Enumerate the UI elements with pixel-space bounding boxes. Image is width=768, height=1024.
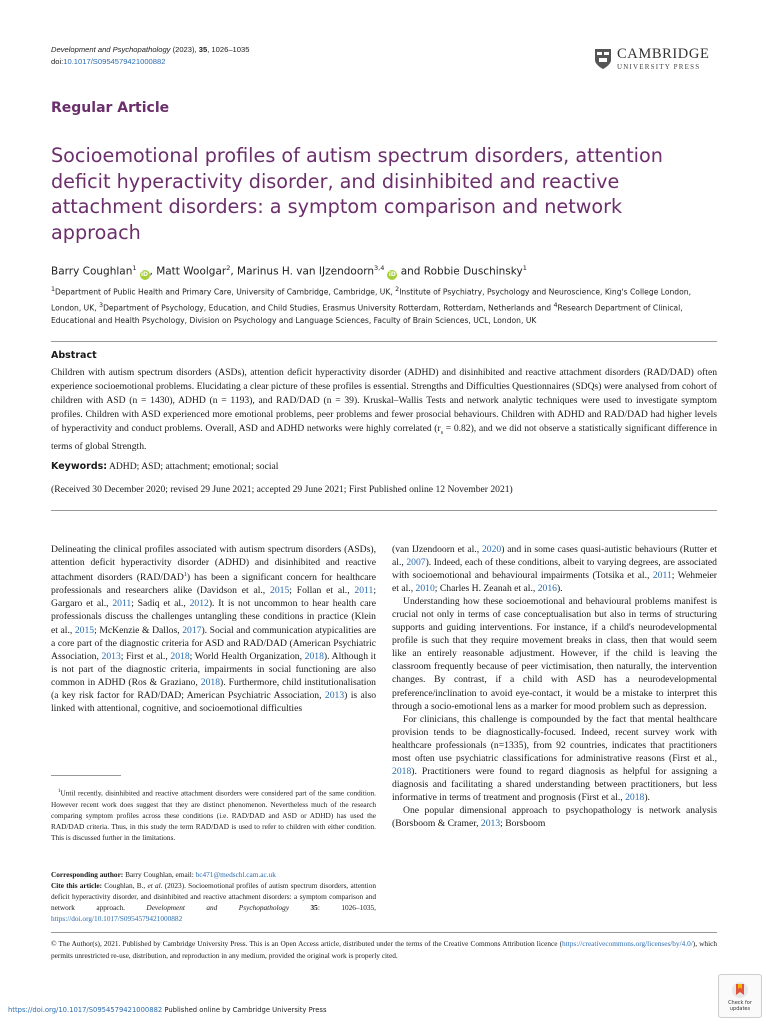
body-left-column (51, 543, 376, 715)
license-text: ), which permits unrestricted re-use, distribution, and reproduction in any medium, provided the original work is properly cited. (51, 939, 717, 960)
author-name: and Robbie Duschinsky (397, 265, 523, 278)
body-paragraph: Understanding how these socioemotional and behavioural problems manifest is crucial not only in terms of case conceptualisation but also in terms of structuring supports and guiding interventions. For instance, if a child's neurodevelopmental profile is such that they require movement breaks in class, then that would seem like an entirely reasonable adjustment. However, if the child is leaving the classroom frequently because of peer victimisation, then naturally, the intervention changes. By contrast, if a child with ASD has a neurodevelopmental preference/inclination to avoid eye-contact, it would be a mistake to interpret this through a socio-emotional lens as a marker for mood problem such as depression. (392, 596, 717, 712)
keywords (51, 461, 278, 472)
body-text: ). Furthermore, child institutionalisation (a key risk factor for RAD/DAD; American Psychiatric Association, (51, 676, 376, 701)
body-text: ; First et al., (120, 650, 171, 662)
citation-link[interactable]: 2018 (392, 765, 412, 777)
abstract-heading: Abstract (51, 350, 97, 361)
orcid-icon[interactable]: iD (388, 270, 396, 278)
citation-link[interactable]: 2018 (625, 791, 645, 803)
author-name: Barry Coughlan (51, 265, 133, 278)
received-dates: (Received 30 December 2020; revised 29 June 2021; accepted 29 June 2021; First Published online 12 November 2021) (51, 484, 513, 495)
cite-journal: Development and Psychopathology (146, 903, 290, 913)
journal-volume: 35 (198, 45, 208, 54)
license-notice (51, 938, 717, 961)
divider (51, 341, 717, 342)
body-right-column (392, 543, 717, 830)
page-footer (8, 1006, 327, 1014)
body-text: ). Indeed, each of these conditions, albeit to varying degrees, are associated with socioemotional and behavioural impairments (Totsika et al., (392, 557, 717, 582)
author-affiliation-sup: 1 (522, 264, 527, 272)
affiliation-text: Institute of Psychiatry, Psychology and Neuroscience, King's College London, London, UK, (51, 287, 691, 313)
corresponding-name: Barry Coughlan, email: (123, 870, 196, 879)
body-text: ). Although it is not part of the diagnostic criteria, impairments in social functioning are also common in ADHD (Ros & Graziano, (51, 650, 377, 688)
author-name: , Matt Woolgar (149, 265, 227, 278)
citation-link[interactable]: 2018 (200, 676, 220, 688)
cite-doi-link[interactable]: https://doi.org/10.1017/S0954579421000882 (51, 914, 183, 924)
article-title: Socioemotional profiles of autism spectrum disorders, attention deficit hyperactivity disorder, and disinhibited and reactive attachment disorders: a symptom comparison and network approach (51, 144, 663, 244)
citation-year: (2023), (170, 45, 199, 54)
citation-link[interactable]: 2007 (406, 557, 426, 569)
publisher-name: CAMBRIDGE (617, 46, 710, 63)
author-name: , Marinus H. van IJzendoorn (230, 265, 375, 278)
cambridge-shield-icon (594, 48, 612, 70)
abstract-part: Children with autism spectrum disorders (ASDs), attention deficit hyperactivity disorder (ADHD) and disinhibited and reactive attachment disorders (RAD/DAD) often experience socioemotional problems. Elucidating a clear picture of these profiles is essential. Strengths and Difficulties Questionnaires (SDQs) were analysed from cohort of children with ASD (n = 1430), ADHD (n = 1193), and RAD/DAD (n = 39). Kruskal–Wallis Tests and network analytic techniques were used to investigate symptom profiles. Children with ASD experienced more emotional problems, peer problems and fewer prosocial behaviours. Children with ADHD and RAD/DAD had higher levels of hyperactivity and conduct problems. Overall, ASD and ADHD networks were highly correlated (r (51, 367, 717, 434)
citation-link[interactable]: 2017 (182, 624, 202, 636)
footnote-ref: 1 (183, 572, 187, 579)
body-text: (van IJzendoorn et al., (392, 544, 482, 555)
cite-etal: et al. (147, 881, 163, 891)
doi-label: doi: (51, 57, 64, 66)
citation-link[interactable]: 2020 (481, 544, 502, 555)
body-text: ; World Health Organization, (189, 650, 305, 662)
citation-link[interactable]: 2015 (74, 624, 95, 636)
email-link[interactable]: bc471@medschl.cam.ac.uk (195, 870, 276, 879)
affiliation-sup: 2 (395, 286, 400, 293)
citation-link[interactable]: 2011 (354, 585, 374, 597)
citation-link[interactable]: 2013 (101, 650, 121, 662)
journal-name: Development and Psychopathology (51, 45, 171, 54)
body-text: ; Sadiq et al., (131, 598, 190, 610)
author-affiliation-sup: 2 (226, 264, 231, 272)
orcid-icon[interactable]: iD (140, 270, 149, 278)
body-text: ). (644, 791, 650, 803)
cite-volume: 35 (289, 903, 318, 913)
check-updates-line: updates (729, 1005, 751, 1012)
footnote (51, 786, 376, 843)
cite-text: Coughlan, B., (102, 881, 148, 891)
citation-link[interactable]: 2018 (304, 650, 324, 662)
citation-link[interactable]: 2013 (324, 689, 345, 701)
keywords-list: ADHD; ASD; attachment; emotional; social (107, 461, 279, 472)
author-affiliation-sup: 3,4 (374, 264, 385, 272)
citation-link[interactable]: 2016 (537, 583, 557, 595)
body-text: ; Borsboom (500, 817, 546, 829)
body-text: Delineating the clinical profiles associated with autism spectrum disorders (ASDs), attention deficit hyperactivity disorder (ADHD) and disinhibited and reactive attachment disorders (RAD/DAD (51, 544, 376, 584)
divider (51, 510, 717, 511)
citation-link[interactable]: 2012 (189, 598, 209, 610)
corresponding-label: Corresponding author: (51, 870, 124, 879)
check-updates-icon (731, 981, 749, 999)
body-text: ). It is not uncommon to hear health care professionals discuss the challenges untangling these conditions in practice (Klein et al., (51, 598, 377, 636)
publisher-subname: UNIVERSITY PRESS (617, 62, 701, 71)
affiliation-sup: 4 (553, 301, 558, 309)
affiliations (51, 283, 719, 327)
footnote-divider (51, 775, 121, 776)
body-paragraph (392, 713, 717, 804)
body-text: ). Social and communication atypicalities are a core part of the diagnostic criteria for ASD and RAD/DAD (American Psychiatric Association, (51, 624, 376, 662)
footnote-number: 1 (58, 789, 61, 794)
license-text: © The Author(s), 2021. Published by Cambridge University Press. This is an Open Access article, distributed under the terms of the Creative Commons Attribution licence ( (51, 939, 562, 948)
citation-link[interactable]: 2010 (415, 583, 435, 595)
footer-published: Published online by Cambridge University Press (162, 1006, 327, 1014)
body-text: ) is also linked with attentional, cognitive, and socioemotional difficulties (51, 689, 377, 714)
corresponding-author (51, 869, 376, 924)
cite-label: Cite this article: (51, 881, 103, 891)
citation-link[interactable]: 2013 (480, 817, 501, 829)
author-affiliation-sup: 1 (132, 264, 137, 272)
author-list (51, 264, 527, 280)
keywords-label: Keywords: (51, 461, 108, 472)
abstract-subscript: s (440, 429, 444, 436)
body-text: ). Practitioners were found to regard diagnosis as helpful for assigning a diagnosis and facilitating a shared understanding between practitioners, but less informative in terms of treatment and prognosis (First et al., (392, 765, 717, 803)
cambridge-logo (594, 45, 719, 73)
body-paragraph (392, 543, 717, 595)
check-for-updates-button[interactable] (718, 974, 762, 1018)
check-updates-line: Check for (728, 999, 752, 1006)
body-text: For clinicians, this challenge is compounded by the fact that mental healthcare provision tends to be diagnostically-focused. Indeed, recent survey work with healthcare professionals (n=1335), from 92 countries, indicates that practitioners most often use psychiatric classifications for administrative reasons (First et al., (392, 713, 717, 764)
body-text: One popular dimensional approach to psychopathology is network analysis (Borsboom & Cramer, (392, 804, 717, 829)
body-text: ; Wehmeier et al., (392, 570, 717, 595)
doi-link[interactable]: 10.1017/S0954579421000882 (63, 57, 166, 66)
cite-text: : 1026–1035, (317, 903, 377, 913)
body-paragraph (51, 543, 376, 715)
affiliation-sup: 1 (51, 286, 56, 293)
license-link[interactable]: https://creativecommons.org/licenses/by/4.0/ (562, 939, 693, 948)
abstract-part: = 0.82), and we did not observe a statistically significant difference in terms of global Strength. (51, 423, 717, 452)
divider (51, 932, 717, 933)
body-text: ; McKenzie & Dallos, (94, 624, 183, 636)
body-text: ; Gargaro et al., (51, 585, 376, 610)
citation-link[interactable]: 2011 (112, 598, 132, 610)
footnote-text: Until recently, disinhibited and reactive attachment disorders were considered part of the same condition. However recent work does suggest that they are distinct phenomenon. Nevertheless much of the research comparing symptom profiles across these conditions (i.e. RAD/DAD and ASD or ADHD) has used the RAD/DAD criteria. Thus, in this study the term RAD/DAD is used to refer to children with either condition. This is discussed further in the limitations. (51, 788, 376, 842)
body-text: ; Follan et al., (289, 585, 355, 597)
citation-link[interactable]: 2011 (652, 570, 672, 582)
citation-link[interactable]: 2018 (170, 650, 190, 662)
body-text: ). (556, 583, 563, 595)
abstract-text (51, 366, 717, 454)
citation-link[interactable]: 2015 (270, 585, 290, 597)
body-text: ) and in some cases quasi-autistic behaviours (Rutter et al., (392, 544, 717, 569)
affiliation-text: Research Department of Clinical, Educational and Health Psychology, Division on Psychology and Language Sciences, Faculty of Brain Sciences, UCL, London, UK (51, 303, 683, 326)
affiliation-text: Department of Psychology, Education, and Child Studies, Erasmus University Rotterdam, Rotterdam, Netherlands and (103, 303, 554, 313)
body-text: ; Charles H. Zeanah et al., (434, 583, 538, 595)
journal-pages: , 1026–1035 (207, 45, 250, 54)
journal-citation (51, 44, 249, 68)
affiliation-sup: 3 (99, 301, 104, 309)
cite-text: (2023). Socioemotional profiles of autism spectrum disorders, attention deficit hyperactivity disorder, and disinhibited and reactive attachment disorders: a symptom comparison and network approach. (51, 881, 377, 913)
footer-doi-link[interactable]: https://doi.org/10.1017/S0954579421000882 (8, 1006, 163, 1014)
body-paragraph (392, 804, 717, 830)
body-text: ) has been a significant concern for healthcare professionals and researchers alike (Davidson et al., (51, 572, 377, 597)
affiliation-text: Department of Public Health and Primary Care, University of Cambridge, Cambridge, UK, (55, 287, 396, 297)
check-updates-label (728, 1000, 752, 1012)
article-type: Regular Article (51, 100, 170, 116)
